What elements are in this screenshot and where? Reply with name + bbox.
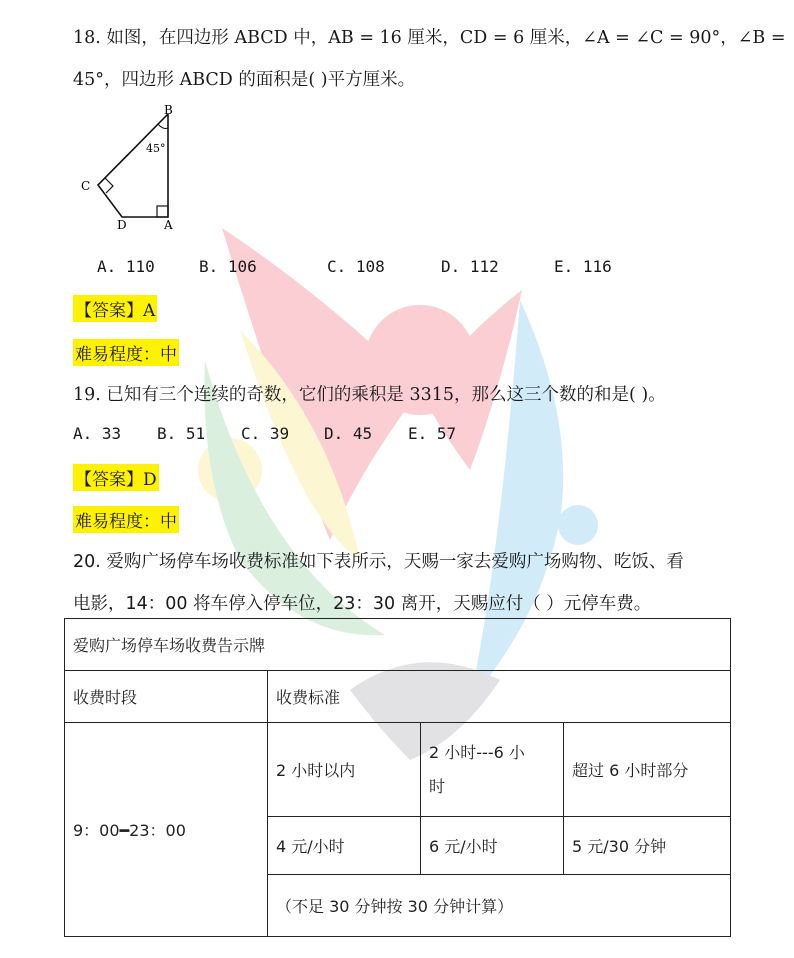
cell-tier2 [421, 723, 564, 817]
q19-option-e: E. 57 [408, 424, 457, 443]
q19-answer: 【答案】D [73, 464, 159, 491]
q18-answer: 【答案】A [73, 295, 157, 322]
q19-text: 19. 已知有三个连续的奇数，它们的乘积是 3315，那么这三个数的和是( )。 [73, 385, 666, 405]
cell-rate2: 6 元/小时 [421, 817, 564, 875]
cell-rate3: 5 元/30 分钟 [564, 817, 731, 875]
q18-text-line1: 18. 如图，在四边形 ABCD 中，AB = 16 厘米，CD = 6 厘米，∠A = ∠C = 90°，∠B = [73, 28, 786, 48]
q19-option-c: C. 39 [241, 424, 290, 443]
q18-option-a: A. 110 [97, 257, 155, 276]
cell-tier2-line2: 时 [429, 776, 446, 796]
cell-period: 9：00━23：00 [65, 723, 268, 937]
header-standard: 收费标准 [268, 671, 731, 723]
q18-option-e: E. 116 [554, 257, 612, 276]
header-period: 收费时段 [65, 671, 268, 723]
q18-option-c: C. 108 [327, 257, 385, 276]
q19-difficulty: 难易程度：中 [73, 506, 179, 533]
label-angle: 45° [146, 142, 166, 155]
label-D: D [117, 218, 127, 230]
parking-fee-table [64, 618, 731, 937]
q18-difficulty: 难易程度：中 [73, 339, 179, 366]
table-title: 爱购广场停车场收费告示牌 [65, 619, 731, 671]
q19-option-a: A. 33 [73, 424, 122, 443]
label-B: B [164, 103, 173, 117]
q18-option-b: B. 106 [199, 257, 257, 276]
cell-tier1: 2 小时以内 [268, 723, 421, 817]
q19-option-b: B. 51 [157, 424, 206, 443]
cell-tier3: 超过 6 小时部分 [564, 723, 731, 817]
q20-text-line2: 电影，14：00 将车停入停车位，23：30 离开，天赐应付（ ）元停车费。 [73, 594, 652, 614]
q19-option-d: D. 45 [324, 424, 373, 443]
q18-option-d: D. 112 [441, 257, 499, 276]
q20-text-line1: 20. 爱购广场停车场收费标准如下表所示，天赐一家去爱购广场购物、吃饭、看 [73, 552, 684, 572]
label-C: C [81, 179, 91, 193]
cell-note: （不足 30 分钟按 30 分钟计算） [268, 875, 731, 937]
label-A: A [164, 218, 173, 230]
q18-text-line2: 45°，四边形 ABCD 的面积是( )平方厘米。 [73, 70, 416, 90]
cell-tier2-line1: 2 小时---6 小 [429, 742, 525, 762]
cell-rate1: 4 元/小时 [268, 817, 421, 875]
quadrilateral-figure [70, 100, 200, 230]
